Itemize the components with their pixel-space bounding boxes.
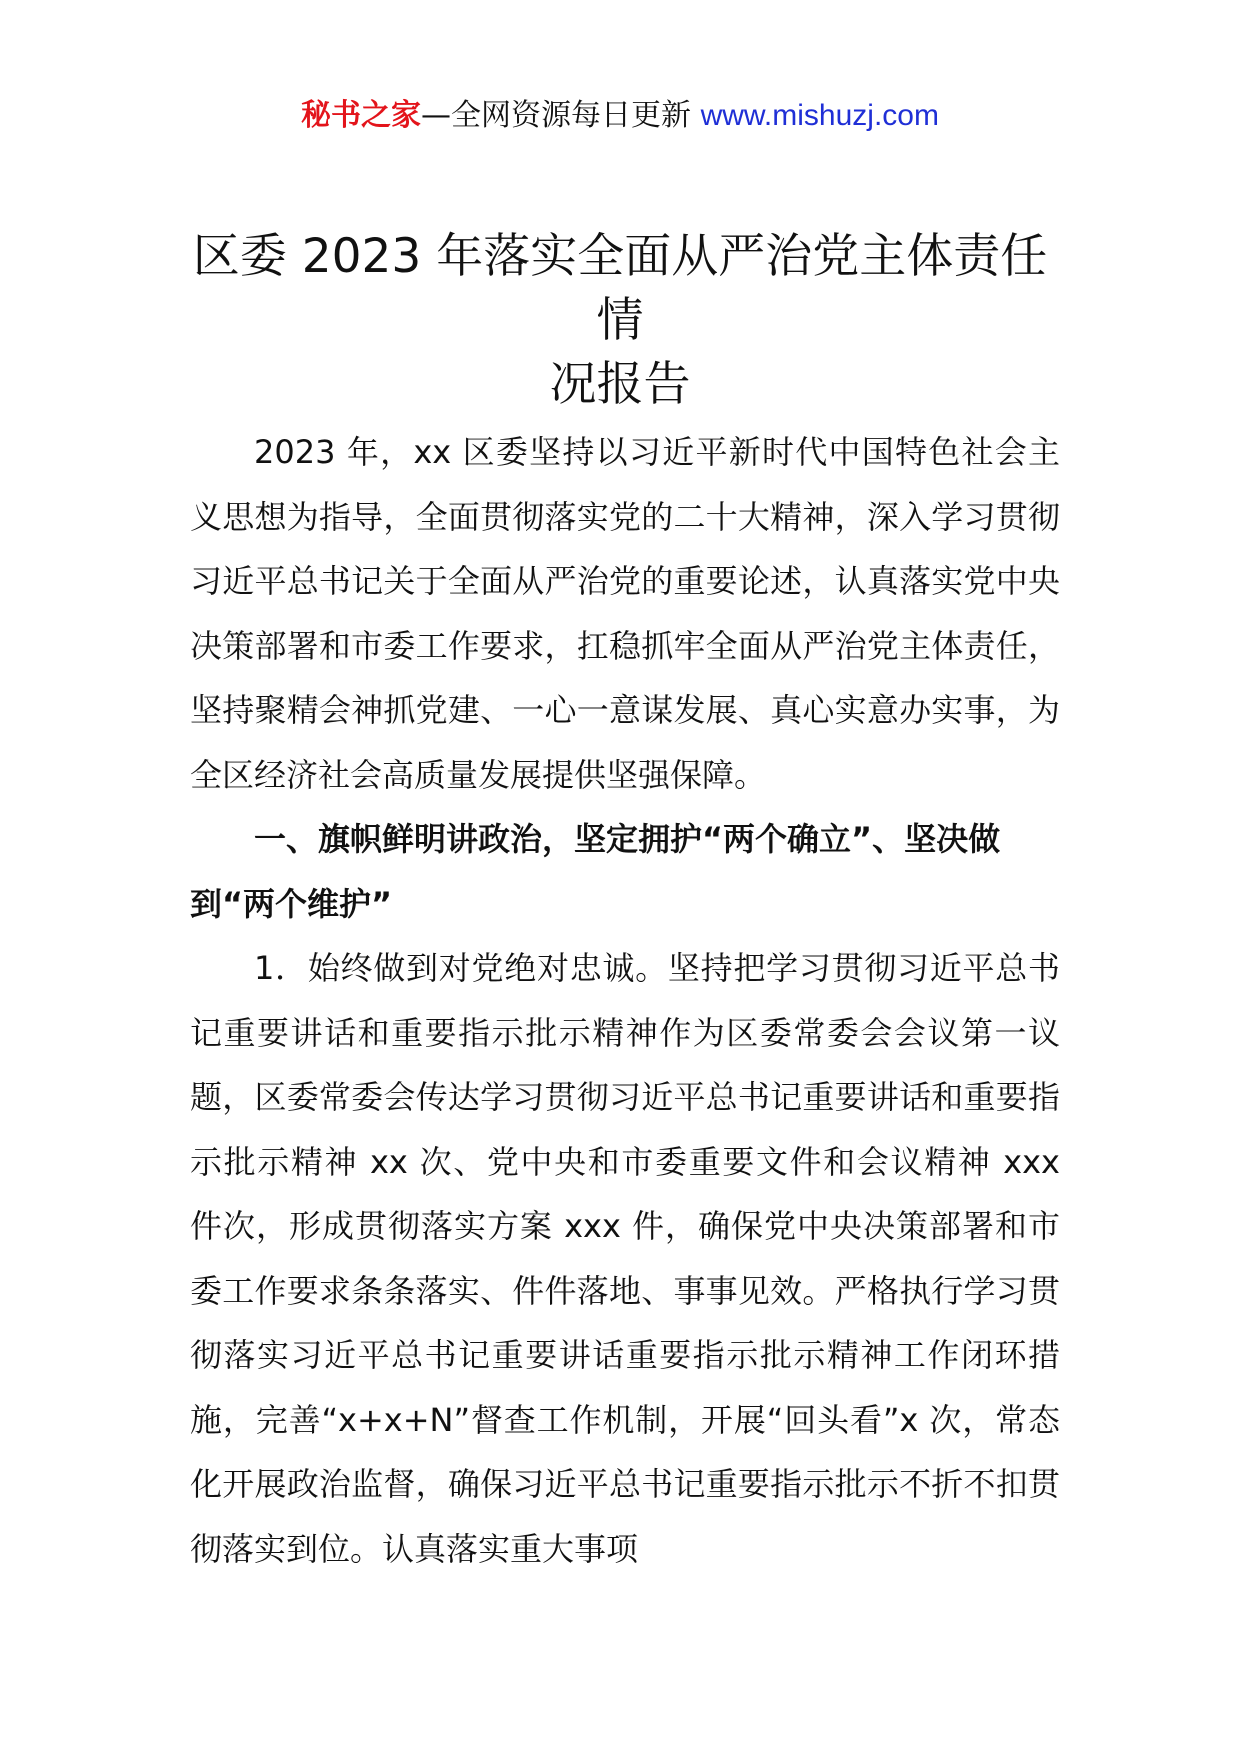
brand-name: 秘书之家 xyxy=(301,98,422,133)
intro-paragraph: 2023 年，xx 区委坚持以习近平新时代中国特色社会主义思想为指导，全面贯彻落实党的二十大精神，深入学习贯彻习近平总书记关于全面从严治党的重要论述，认真落实党中央决策部署和市委工作要求，扛稳抓牢全面从严治党主体责任，坚持聚精会神抓党建、一心一意谋发展、真心实意办实事，为全区经济社会高质量发展提供坚强保障。 xyxy=(190,433,1060,794)
title-line-1: 区委 2023 年落实全面从严治党主体责任情 xyxy=(192,229,1048,348)
document-body xyxy=(190,420,1060,1581)
title-line-2: 况报告 xyxy=(549,357,691,412)
item-paragraph: 1．始终做到对党绝对忠诚。坚持把学习贯彻习近平总书记重要讲话和重要指示批示精神作为区委常委会会议第一议题，区委常委会传达学习贯彻习近平总书记重要讲话和重要指示批示精神 xx 次、党中央和市委重要文件和会议精神 xxx 件次，形成贯彻落实方案 xxx 件，确保党中央决策部署和市委工作要求条条落实、件件落地、事事见效。严格执行学习贯彻落实习近平总书记重要讲话重要指示批示精神工作闭环措施，完善“x+x+N”督查工作机制，开展“回头看”x 次，常态化开展政治监督，确保习近平总书记重要指示批示不折不扣贯彻落实到位。认真落实重大事项 xyxy=(190,949,1060,1568)
site-url-link[interactable]: www.mishuzj.com xyxy=(700,99,939,132)
section-heading: 一、旗帜鲜明讲政治，坚定拥护“两个确立”、坚决做到“两个维护” xyxy=(190,820,1001,923)
header-tagline: —全网资源每日更新 xyxy=(421,98,701,133)
site-header xyxy=(0,96,1240,136)
document-title xyxy=(170,225,1070,417)
